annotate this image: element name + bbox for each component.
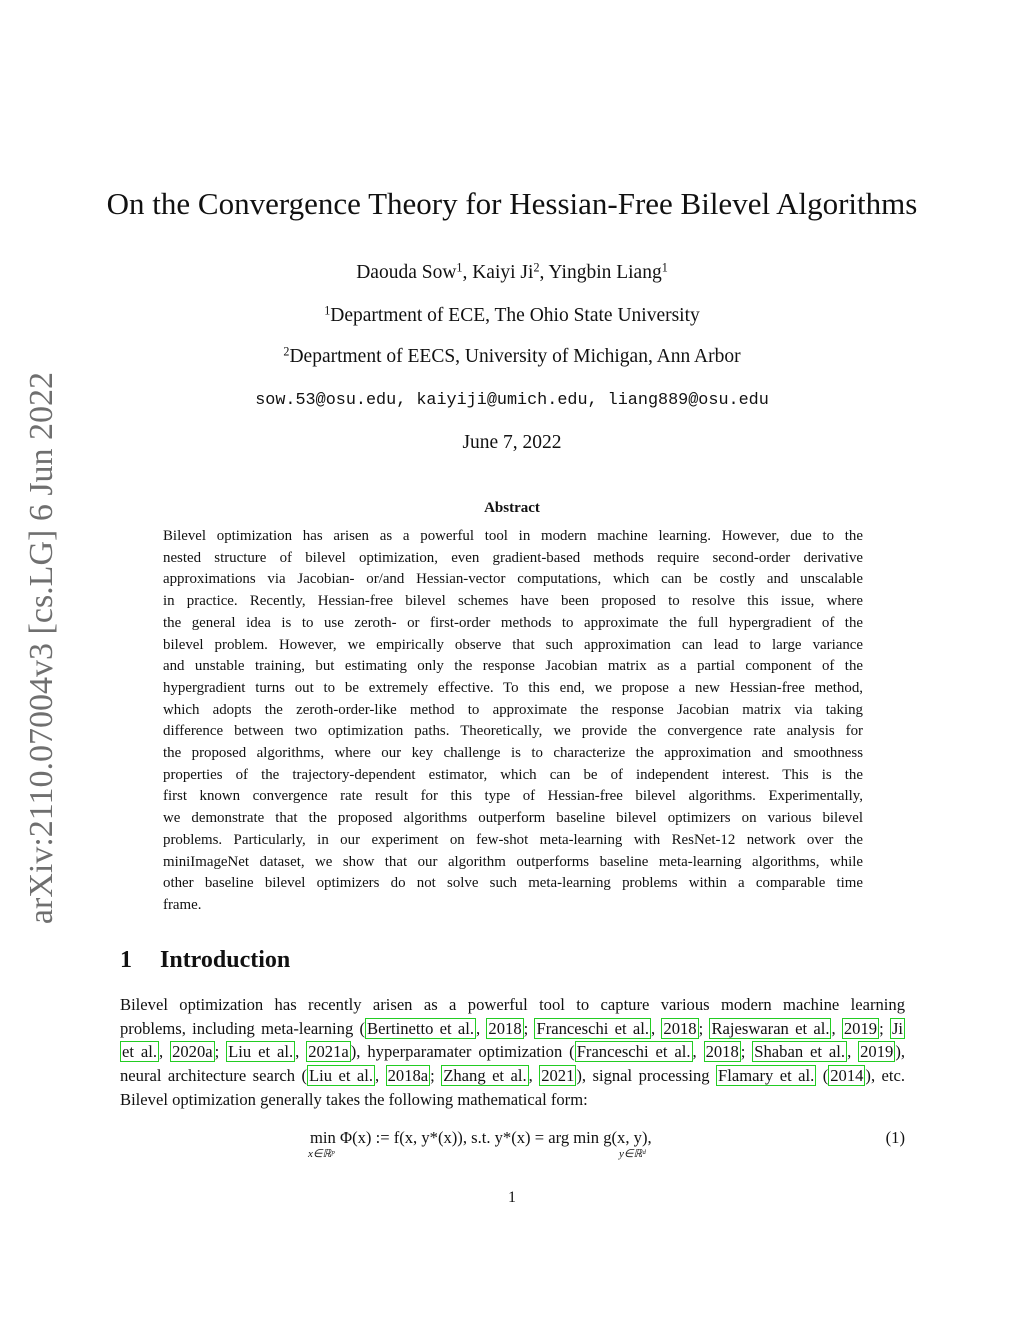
abstract-line: miniImageNet dataset, we show that our algorithm outperforms baseline meta-learning algorithms, while	[163, 853, 863, 870]
abstract-line: we demonstrate that the proposed algorithms outperform baseline bilevel optimizers on various bilevel	[163, 810, 863, 827]
citation-link[interactable]: Shaban et al.	[754, 1042, 846, 1062]
citation-link[interactable]: Liu et al.	[308, 1066, 374, 1086]
intro-line: Bilevel optimization has recently arisen as a powerful tool to capture various modern machine learning	[120, 995, 905, 1014]
author-affiliation-mark: 1	[661, 260, 668, 275]
citation-link[interactable]: 2014	[830, 1066, 864, 1086]
abstract-line: the general idea is to use zeroth- or first-order methods to approximate the full hypergradient of the	[163, 614, 863, 631]
author-name: Daouda Sow	[356, 262, 457, 283]
equation-subscript: y∈ℝᵈ	[619, 1148, 646, 1160]
author-affiliation-mark: 2	[533, 260, 540, 275]
intro-line: et al. , 2020a ; Liu et al. , 2021a ), hyperparamater optimization ( Franceschi et al. , 2018 ; Shaban et al. , 2019 ),	[122, 1042, 905, 1062]
citation-link[interactable]: 2020a	[172, 1042, 213, 1062]
abstract-line: hypergradient turns out to be extremely effective. To this end, we propose a new Hessian-free method,	[163, 679, 863, 696]
citation-link[interactable]: et al.	[122, 1042, 158, 1062]
citation-link[interactable]: Franceschi et al.	[536, 1018, 649, 1038]
citation-link[interactable]: 2021	[541, 1066, 575, 1086]
abstract-heading: Abstract	[484, 500, 540, 516]
citation-link[interactable]: Liu et al.	[228, 1042, 294, 1062]
abstract-body	[163, 526, 863, 917]
citation-link[interactable]: 2018a	[387, 1066, 429, 1086]
citation-link[interactable]: Flamary et al.	[717, 1066, 815, 1086]
section-number: 1	[120, 947, 132, 973]
citation-link[interactable]: Rajeswaran et al.	[711, 1018, 830, 1038]
equation-body: min Φ(x) := f(x, y*(x)), s.t. y*(x) = arg min g(x, y),	[310, 1128, 652, 1147]
equation-number: (1)	[885, 1128, 905, 1147]
citation-link[interactable]: 2018	[488, 1018, 522, 1038]
citation-link[interactable]: Bertinetto et al.	[367, 1018, 475, 1038]
citation-link[interactable]: 2018	[663, 1018, 697, 1038]
author-name: Yingbin Liang	[548, 262, 662, 283]
author-list: Daouda Sow$^1$, Kaiyi Ji$^2$, Yingbin Liang$^1$	[356, 260, 668, 283]
abstract-line: the proposed algorithms, where our key challenge is to characterize the approximation and smoothness	[163, 745, 863, 762]
intro-line: neural architecture search ( Liu et al. , 2018a ; Zhang et al. , 2021 ), signal processing Flamary et al. ( 2014 ), etc.	[120, 1066, 906, 1086]
intro-paragraph	[120, 993, 905, 1112]
abstract-line: bilevel problem. However, we empirically observe that such approximation can lead to large variance	[163, 636, 863, 653]
equation-subscript: x∈ℝᵖ	[308, 1148, 335, 1160]
abstract-line: and unstable training, but estimating only the response Jacobian matrix as a partial component of the	[163, 658, 863, 675]
section-title: Introduction	[160, 947, 291, 973]
citation-link[interactable]: Ji	[891, 1018, 904, 1038]
paper-title: On the Convergence Theory for Hessian-Free Bilevel Algorithms	[106, 186, 918, 221]
affiliation	[0, 305, 1024, 327]
citation-link[interactable]: 2018	[705, 1042, 739, 1062]
citation-link[interactable]: 2019	[860, 1042, 894, 1062]
citation-link[interactable]: 2021a	[308, 1042, 349, 1062]
intro-line: problems, including meta-learning ( Bertinetto et al. , 2018 ; Franceschi et al. , 2018 ; Rajeswaran et al. , 2019 ; Ji	[120, 1018, 904, 1038]
author-name: Kaiyi Ji	[472, 262, 534, 283]
publication-date: June 7, 2022	[462, 432, 562, 453]
page-number: 1	[508, 1189, 516, 1206]
section-heading	[120, 947, 290, 974]
affiliation-mark: 2	[283, 344, 290, 359]
abstract-line: approximations via Jacobian- or/and Hessian-vector computations, which can be costly and unscalable	[163, 571, 863, 588]
citation-link[interactable]: 2019	[843, 1018, 878, 1038]
abstract-line: first known convergence rate result for this type of Hessian-free bilevel algorithms. Experimentally,	[163, 788, 863, 805]
equation-1	[300, 1128, 905, 1172]
arxiv-identifier: arXiv:2110.07004v3 [cs.LG] 6 Jun 2022	[23, 371, 60, 925]
intro-line: Bilevel optimization generally takes the following mathematical form:	[120, 1089, 588, 1109]
abstract-line: problems. Particularly, in our experiment on few-shot meta-learning with ResNet-12 network over the	[163, 831, 863, 848]
abstract-line: nested structure of bilevel optimization, even gradient-based methods require second-order derivative	[163, 549, 863, 566]
citation-link[interactable]: Zhang et al.	[443, 1066, 527, 1086]
abstract-line: frame.	[163, 896, 202, 913]
citation-link[interactable]: Franceschi et al.	[576, 1042, 691, 1062]
abstract-line: which adopts the zeroth-order-like method to approximate the response Jacobian matrix via taking	[163, 701, 863, 718]
abstract-line: properties of the trajectory-dependent estimator, which can be of independent interest. This is the	[163, 766, 863, 783]
affiliation-text: Department of EECS, University of Michigan, Ann Arbor	[289, 346, 741, 367]
affiliation-text: Department of ECE, The Ohio State University	[330, 305, 700, 326]
author-emails: sow.53@osu.edu, kaiyiji@umich.edu, liang889@osu.edu	[255, 391, 769, 410]
abstract-line: other baseline bilevel optimizers do not solve such meta-learning problems within a comparable time	[163, 875, 863, 892]
abstract-line: in practice. Recently, Hessian-free bilevel schemes have been proposed to resolve this issue, where	[163, 593, 863, 610]
affiliation-mark: 1	[324, 303, 331, 318]
abstract-line: difference between two optimization paths. Theoretically, we provide the convergence rate analysis for	[163, 723, 863, 740]
affiliation	[0, 346, 1024, 368]
author-affiliation-mark: 1	[456, 260, 463, 275]
abstract-line: Bilevel optimization has arisen as a powerful tool in modern machine learning. However, due to the	[163, 528, 863, 544]
